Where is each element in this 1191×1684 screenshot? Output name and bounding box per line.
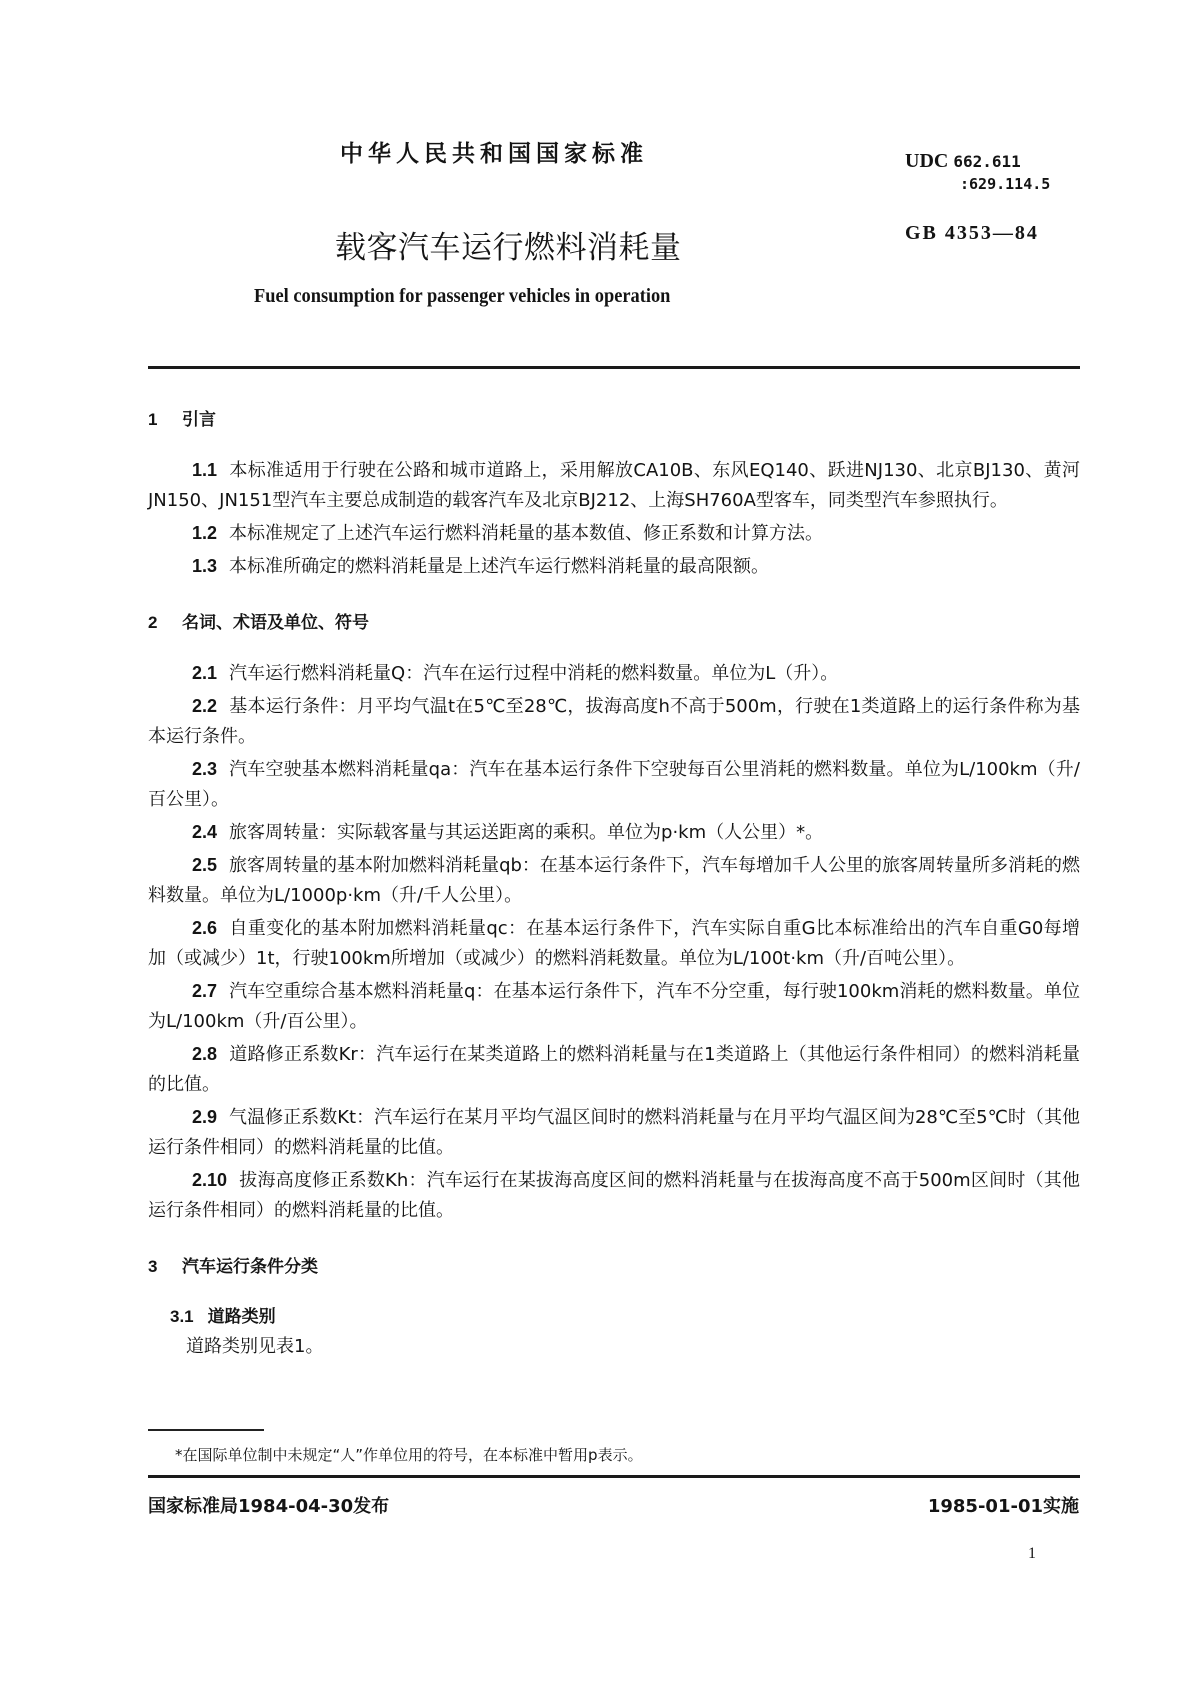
clause-1-1: 1.1 本标准适用于行驶在公路和城市道路上，采用解放CA10B、东风EQ140、跃进NJ130、北京BJ130、黄河JN150、JN151型汽车主要总成制造的载客汽车及北京BJ212、上海SH760A型客车，同类型汽车参照执行。 xyxy=(148,460,1080,511)
clause-1-2: 1.2 本标准规定了上述汽车运行燃料消耗量的基本数值、修正系数和计算方法。 xyxy=(192,523,824,544)
footnote-divider xyxy=(148,1429,264,1431)
subsection-3-1-text: 道路类别见表1。 xyxy=(186,1336,324,1357)
issuing-country-header: 中华人民共和国国家标准 xyxy=(340,141,648,167)
clause-2-4: 2.4 旅客周转量：实际载客量与其运送距离的乘积。单位为p·km（人公里）*。 xyxy=(192,822,824,843)
section-2-heading: 2 名词、术语及单位、符号 xyxy=(148,613,369,633)
section-1-heading: 1 引言 xyxy=(148,410,216,430)
clause-1-3: 1.3 本标准所确定的燃料消耗量是上述汽车运行燃料消耗量的最高限额。 xyxy=(192,556,770,577)
udc-label: UDC xyxy=(905,150,949,172)
page-number: 1 xyxy=(1028,1545,1036,1562)
section-3-heading: 3 汽车运行条件分类 xyxy=(148,1257,318,1277)
clause-2-9: 2.9 气温修正系数Kt：汽车运行在某月平均气温区间时的燃料消耗量与在月平均气温区间为28℃至5℃时（其他运行条件相同）的燃料消耗量的比值。 xyxy=(148,1107,1080,1158)
clause-2-6: 2.6 自重变化的基本附加燃料消耗量qc：在基本运行条件下，汽车实际自重G比本标准给出的汽车自重G0每增加（或减少）1t，行驶100km所增加（或减少）的燃料消耗数量。单位为L/100t·km（升/百吨公里）。 xyxy=(148,918,1080,969)
udc-code xyxy=(905,150,1050,195)
clause-2-2: 2.2 基本运行条件：月平均气温t在5℃至28℃，拔海高度h不高于500m，行驶在1类道路上的运行条件称为基本运行条件。 xyxy=(148,696,1080,747)
subsection-3-1-heading: 3.1 道路类别 xyxy=(170,1307,276,1327)
clause-2-7: 2.7 汽车空重综合基本燃料消耗量q：在基本运行条件下，汽车不分空重，每行驶100km消耗的燃料数量。单位为L/100km（升/百公里）。 xyxy=(148,981,1080,1032)
clause-2-1: 2.1 汽车运行燃料消耗量Q：汽车在运行过程中消耗的燃料数量。单位为L（升）。 xyxy=(192,663,839,684)
clause-2-8: 2.8 道路修正系数Kr：汽车运行在某类道路上的燃料消耗量与在1类道路上（其他运行条件相同）的燃料消耗量的比值。 xyxy=(148,1044,1080,1095)
clause-2-5: 2.5 旅客周转量的基本附加燃料消耗量qb：在基本运行条件下，汽车每增加千人公里的旅客周转量所多消耗的燃料数量。单位为L/1000p·km（升/千人公里）。 xyxy=(148,855,1080,906)
document-title-cn: 载客汽车运行燃料消耗量 xyxy=(335,230,682,266)
issue-date: 国家标准局1984-04-30发布 xyxy=(148,1496,390,1517)
clause-2-10: 2.10 拔海高度修正系数Kh：汽车运行在某拔海高度区间的燃料消耗量与在拔海高度不高于500m区间时（其他运行条件相同）的燃料消耗量的比值。 xyxy=(148,1170,1080,1221)
document-title-en: Fuel consumption for passenger vehicles in operation xyxy=(254,285,671,307)
udc-line2: :629.114.5 xyxy=(960,175,1051,193)
clause-2-3: 2.3 汽车空驶基本燃料消耗量qa：汽车在基本运行条件下空驶每百公里消耗的燃料数量。单位为L/100km（升/百公里）。 xyxy=(148,759,1080,810)
standard-number: GB 4353—84 xyxy=(905,222,1039,244)
footnote: *在国际单位制中未规定“人”作单位用的符号，在本标准中暂用p表示。 xyxy=(175,1446,643,1464)
footer-divider xyxy=(148,1475,1080,1478)
udc-line1: 662.611 xyxy=(953,152,1021,171)
effective-date: 1985-01-01实施 xyxy=(927,1496,1079,1517)
header-divider xyxy=(148,366,1080,369)
document-body xyxy=(148,405,1080,1362)
